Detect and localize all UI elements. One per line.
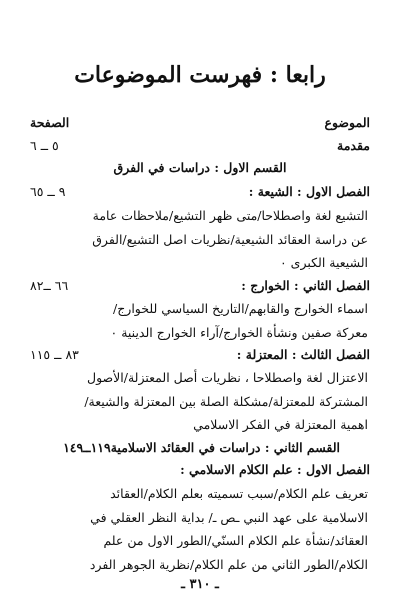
ch3-line: المشتركة للمعتزلة/مشكلة الصلة بين المعتزلة والشيعة/: [84, 393, 368, 409]
ch2-label: الفصل الثاني : الخوارج :: [241, 277, 370, 293]
ch3-line: اهمية المعتزلة في الفكر الاسلامي: [193, 417, 368, 433]
ch4-description: [40, 482, 368, 576]
ch3-line: الاعتزال لغة واصطلاحا ، نظريات أصل المعتزلة/الأصول: [87, 370, 368, 385]
ch1-line: عن دراسة العقائد الشيعية/نظريات اصل التشيع/الفرق: [92, 231, 368, 247]
ch1-pages: ٩ ــ ٦٥: [30, 183, 66, 199]
ch4-line: الكلام/الطور الثاني من علم الكلام/نظرية الجوهر الفرد: [89, 556, 368, 572]
ch3-pages: ٨٣ ــ ١١٥: [30, 346, 79, 362]
toc-entry-intro: [30, 134, 370, 156]
toc-header: [30, 111, 370, 133]
intro-pages: ٥ ــ ٦: [30, 137, 59, 153]
page-number: ـ ٣١٠ ـ: [181, 577, 219, 592]
ch1-label: الفصل الاول : الشيعة :: [248, 183, 370, 199]
ch2-line: معركة صفين ونشأة الخوارج/آراء الخوارج الدينية ٠: [110, 324, 368, 340]
ch1-line: التشيع لغة واصطلاحا/متى ظهر التشيع/ملاحظات عامة: [92, 208, 368, 223]
part2-label: القسم الثاني : دراسات في العقائد الاسلامية: [110, 439, 340, 455]
ch4-label: الفصل الاول : علم الكلام الاسلامي :: [180, 461, 370, 477]
page-header: الصفحة: [30, 114, 70, 130]
ch3-label: الفصل الثالث : المعتزلة :: [236, 346, 370, 362]
ch4-line: العقائد/نشأة علم الكلام السنّي/الطور الاول من علم: [103, 533, 368, 549]
intro-label: مقدمة: [337, 137, 370, 153]
ch2-pages: ٦٦ ــ٨٢: [30, 277, 69, 293]
toc-entry-ch2: [30, 274, 370, 296]
ch3-description: [40, 366, 368, 437]
ch4-line: تعريف علم الكلام/سبب تسميته بعلم الكلام/العقائد: [110, 486, 368, 501]
ch2-line: اسماء الخوارج والقابهم/التاريخ السياسي للخوارج/: [113, 301, 368, 316]
page-title: رابعا : فهرست الموضوعات: [74, 62, 326, 88]
subject-header: الموضوع: [324, 114, 370, 130]
ch1-description: [40, 204, 368, 275]
part1-heading: القسم الاول : دراسات في الفرق: [113, 160, 287, 175]
ch4-line: الاسلامية على عهد النبي ـص ـ/ بداية النظر العقلي في: [90, 509, 368, 525]
toc-entry-ch1: [30, 180, 370, 202]
toc-entry-ch4: [30, 458, 370, 480]
part2-pages: ١١٩ــ١٤٩: [63, 439, 111, 455]
ch2-description: [40, 297, 368, 344]
part2-heading: [63, 436, 340, 458]
ch1-line: الشيعية الكبرى ٠: [279, 255, 368, 271]
toc-entry-ch3: [30, 343, 370, 365]
